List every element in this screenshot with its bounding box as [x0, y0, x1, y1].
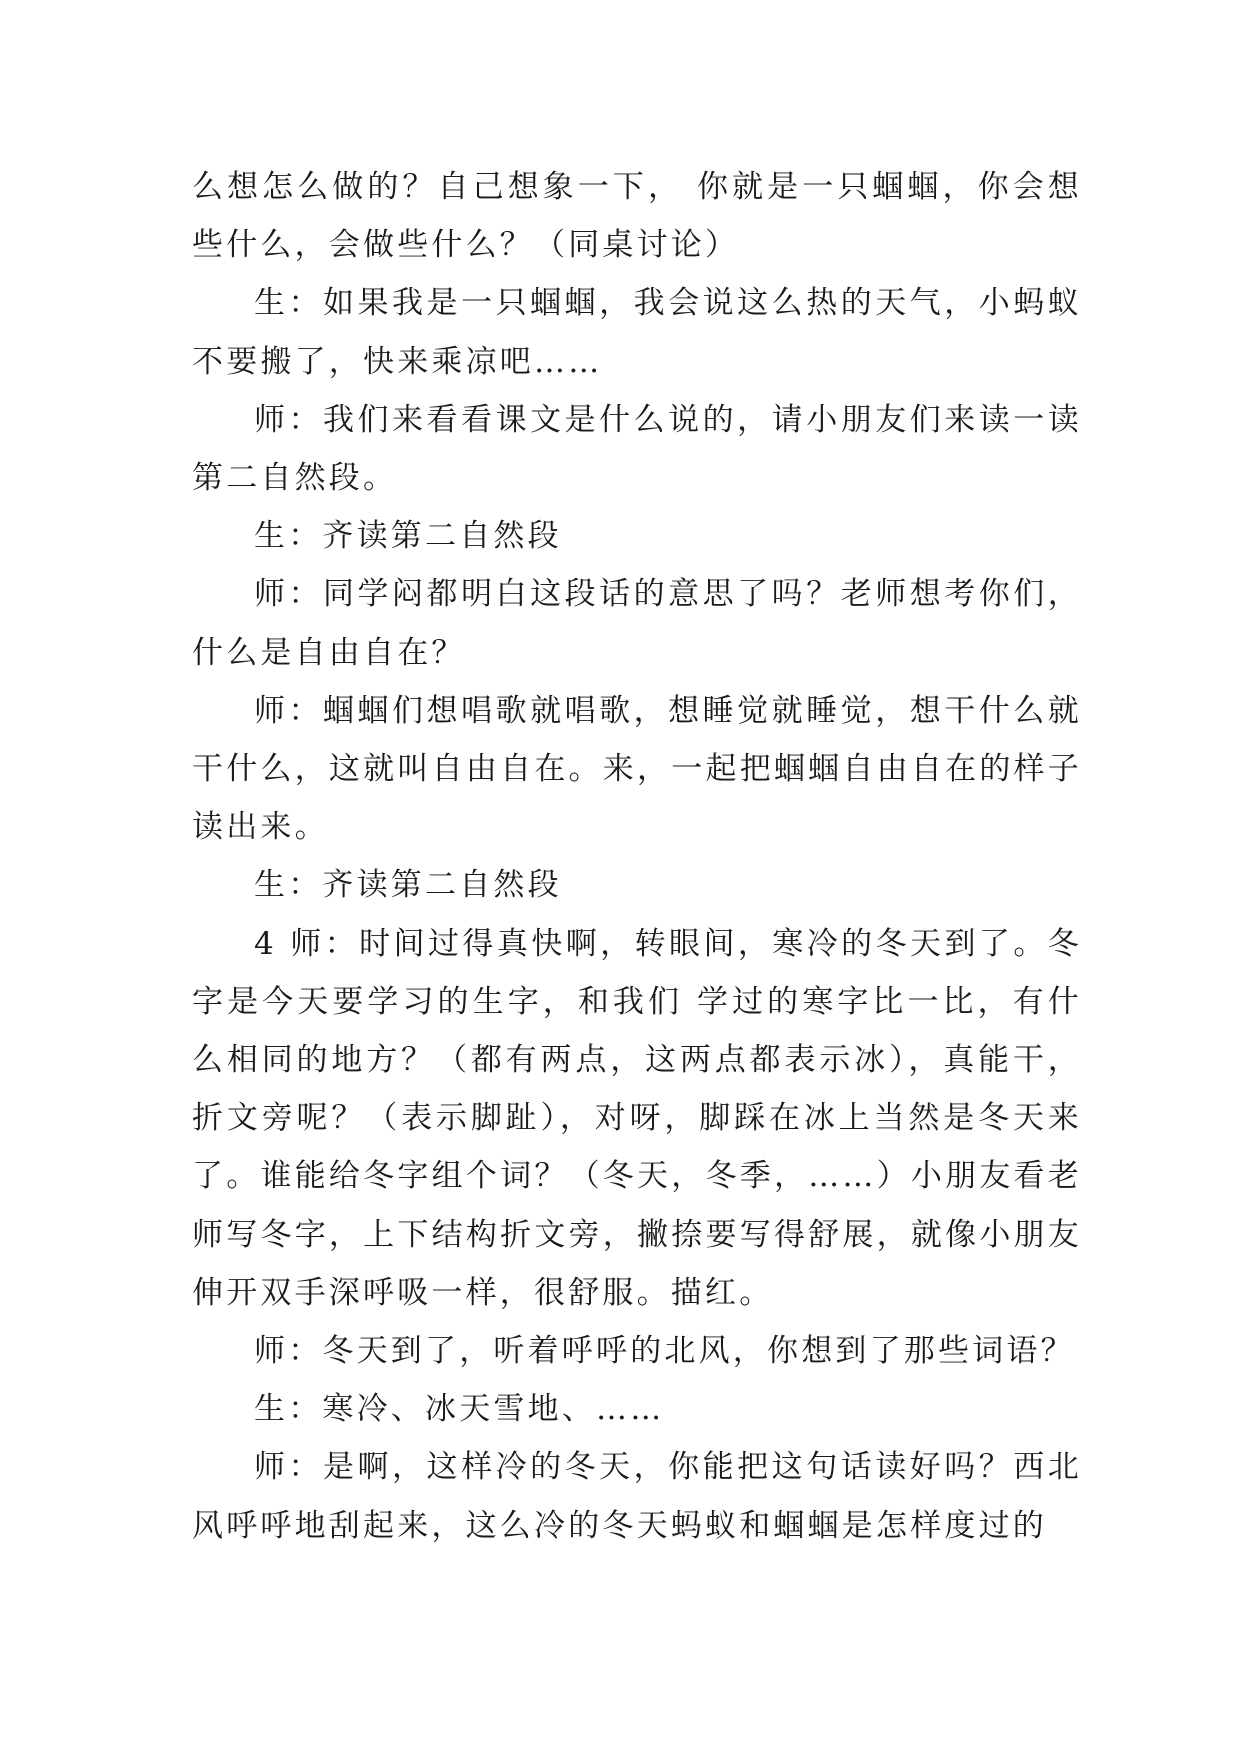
paragraph-1: 么想怎么做的？自己想象一下， 你就是一只蝈蝈，你会想些什么，会做些什么？（同桌讨论） — [192, 169, 1082, 264]
paragraph-3: 师：我们来看看课文是什么说的，请小朋友们来读一读第二自然段。 — [192, 401, 1082, 497]
paragraph-11: 师：是啊，这样冷的冬天，你能把这句话读好吗？西北风呼呼地刮起来，这么冷的冬天蚂蚁和蝈蝈是怎样度过的 — [192, 1449, 1082, 1544]
paragraph-2: 生：如果我是一只蝈蝈，我会说这么热的天气，小蚂蚁不要搬了，快来乘凉吧…… — [192, 285, 1082, 380]
paragraph-8: 4 师：时间过得真快啊，转眼间，寒冷的冬天到了。冬字是今天要学习的生字，和我们 学过的寒字比一比，有什么相同的地方？（都有两点，这两点都表示冰），真能干，折文旁呢？（表示脚趾），对呀，脚踩在冰上当然是冬天来了。谁能给冬字组个词？（冬天，冬季，……）小朋友看老师写冬字，上下结构折文旁，撇捺要写得舒展，就像小朋友伸开双手深呼吸一样，很舒服。描红。 — [192, 925, 1082, 1311]
paragraph-10: 生：寒冷、冰天雪地、…… — [254, 1391, 665, 1428]
paragraph-6: 师：蝈蝈们想唱歌就唱歌，想睡觉就睡觉，想干什么就干什么，这就叫自由自在。来，一起把蝈蝈自由自在的样子读出来。 — [192, 692, 1082, 846]
paragraph-7: 生：齐读第二自然段 — [254, 867, 562, 904]
paragraph-9: 师：冬天到了，听着呼呼的北风，你想到了那些词语？ — [254, 1333, 1075, 1370]
paragraph-5: 师：同学闷都明白这段话的意思了吗？老师想考你们，什么是自由自在？ — [192, 576, 1082, 671]
paragraph-4: 生：齐读第二自然段 — [254, 518, 562, 555]
document-body — [192, 158, 1082, 1555]
